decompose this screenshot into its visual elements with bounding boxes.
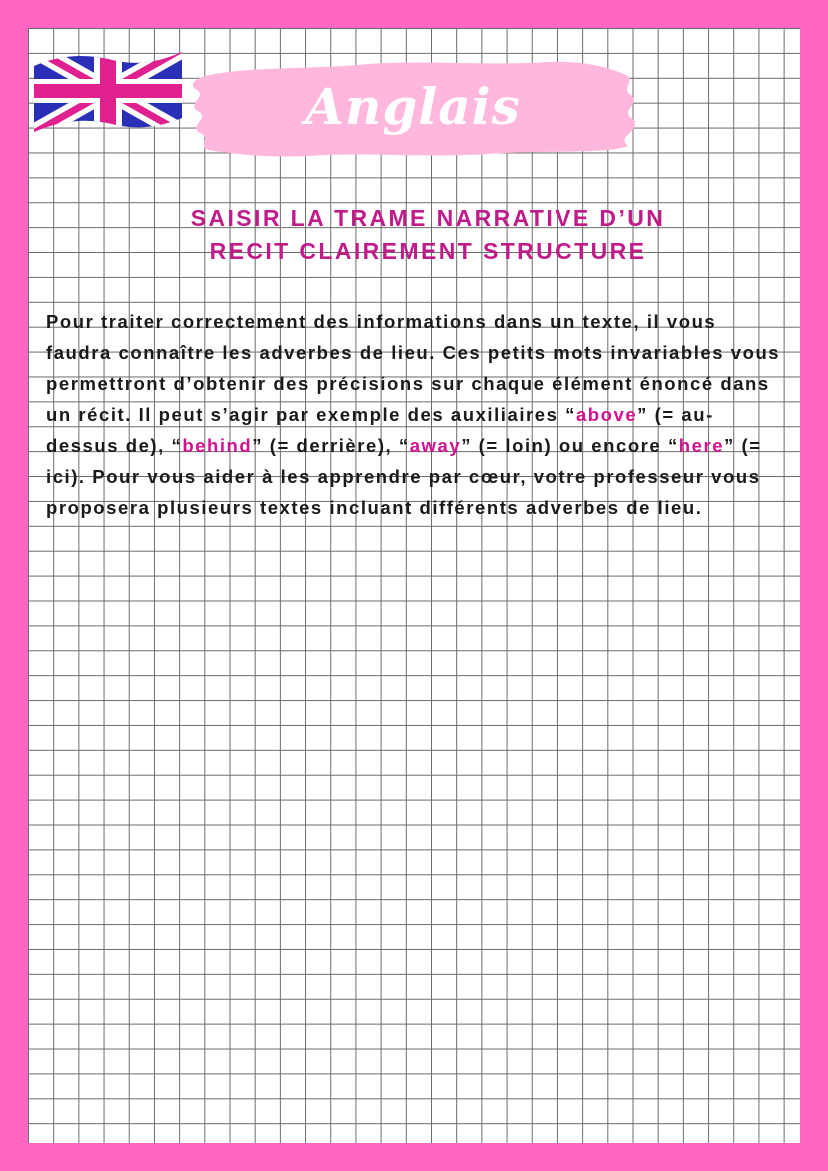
keyword-away: away <box>409 435 462 456</box>
paragraph-text-2: ” (= au-dessus de), “ <box>46 404 714 456</box>
paragraph-text-1: Pour traiter correctement des informations dans un texte, il vous faudra connaître les adverbes de lieu. Ces petits mots invariables vous permettront d’obtenir des précisions sur chaque élément énoncé dans un récit. Il peut s’agir par exemple des auxiliaires “ <box>46 311 781 425</box>
union-jack-flag-icon <box>32 48 184 134</box>
keyword-here: here <box>678 435 725 456</box>
paragraph-text-3: ” (= derrière), “ <box>252 435 410 456</box>
keyword-behind: behind <box>182 435 253 456</box>
body-paragraph <box>46 306 786 523</box>
grid-paper-page <box>28 28 800 1143</box>
keyword-above: above <box>575 404 638 425</box>
paragraph-text-5: ” (= ici). Pour vous aider à les apprendre par cœur, votre professeur vous proposera plusieurs textes incluant différents adverbes de lieu. <box>46 435 762 518</box>
section-heading-line-1: SAISIR LA TRAME NARRATIVE D’UN <box>190 205 666 231</box>
section-heading-line-2: RECIT CLAIREMENT STRUCTURE <box>209 238 647 264</box>
paragraph-text-4: ” (= loin) ou encore “ <box>461 435 679 456</box>
page-title: Anglais <box>305 77 521 136</box>
section-heading <box>118 202 738 268</box>
